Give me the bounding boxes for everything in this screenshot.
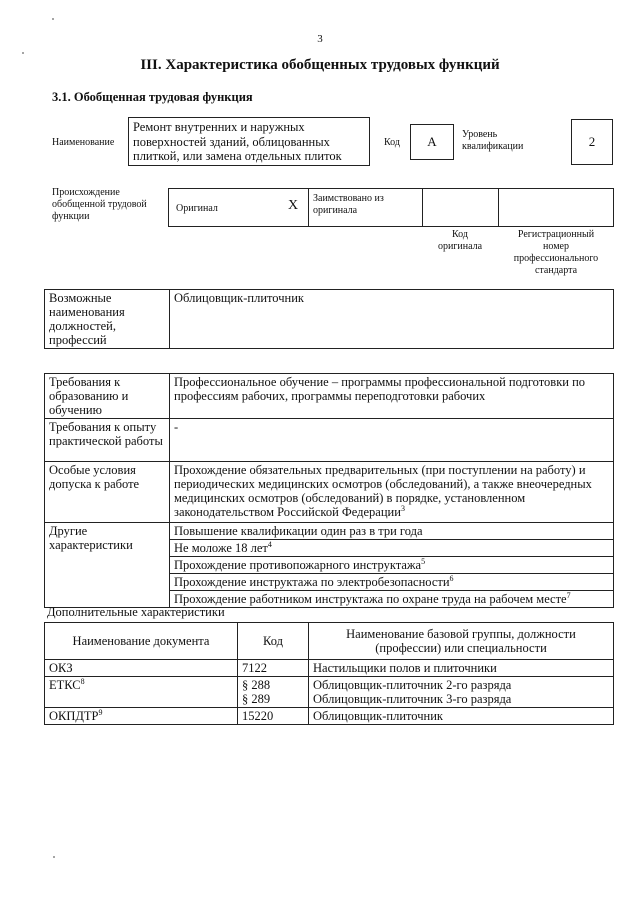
education-value: Профессиональное обучение – программы профессиональной подготовки по профессиям рабочих, программы переподготовки рабочих (170, 374, 614, 419)
header-doc: Наименование документа (45, 623, 238, 660)
function-name-box (128, 117, 370, 166)
row-doc: ЕТКС$^8$ (45, 677, 238, 708)
scan-speck (22, 52, 24, 54)
level-label: Уровень квалификации (462, 129, 524, 152)
positions-label: Возможные наименования должностей, профессий (45, 290, 170, 349)
education-label: Требования к образованию и обучению (45, 374, 170, 419)
table-row (45, 708, 614, 725)
row-name: Облицовщик-плиточник 2-го разряда Облицовщик-плиточник 3-го разряда (309, 677, 614, 708)
additional-title: Дополнительные характеристики (47, 605, 225, 619)
original-mark: X (288, 198, 299, 213)
other-item: Прохождение противопожарного инструктажа$^5$ (170, 557, 614, 574)
origin-divider (498, 188, 499, 227)
other-item: Прохождение работником инструктажа по охране труда на рабочем месте$^7$ (170, 591, 614, 608)
other-item: Не моложе 18 лет$^4$ (170, 540, 614, 557)
row-code: § 288 § 289 (238, 677, 309, 708)
conditions-label: Особые условия допуска к работе (45, 462, 170, 523)
subsection-title: 3.1. Обобщенная трудовая функция (52, 90, 253, 104)
conditions-value: Прохождение обязательных предварительных (при поступлении на работу) и периодических медицинских осмотров (обследований), а также внеочередных медицинских осмотров (обследований) в порядке, установленном законодательством Российской Федерации$^3$ (170, 462, 614, 523)
additional-table (44, 622, 614, 725)
requirements-table (44, 373, 614, 608)
other-item: Прохождение инструктажа по электробезопасности$^6$ (170, 574, 614, 591)
row-code: 15220 (238, 708, 309, 725)
other-label: Другие характеристики (45, 523, 170, 608)
function-name-line: Ремонт внутренних и наружных (133, 120, 305, 134)
origin-divider (308, 188, 309, 227)
row-name: Облицовщик-плиточник (309, 708, 614, 725)
borrowed-label: Заимствовано из оригинала (313, 193, 384, 216)
scan-speck (52, 18, 54, 20)
reg-number-label: Регистрационный номер профессионального стандарта (513, 229, 599, 276)
page-number: 3 (317, 33, 323, 45)
row-code: 7122 (238, 660, 309, 677)
experience-value: - (170, 419, 614, 462)
other-item: Повышение квалификации один раз в три года (170, 523, 614, 540)
function-name-line: поверхностей зданий, облицованных (133, 134, 330, 149)
origin-table (168, 188, 614, 227)
row-name: Настильщики полов и плиточники (309, 660, 614, 677)
row-doc: ОКПДТР$^9$ (45, 708, 238, 725)
code-value: А (410, 124, 454, 160)
scan-speck (53, 856, 55, 858)
origin-divider (422, 188, 423, 227)
table-row (45, 660, 614, 677)
header-name: Наименование базовой группы, должности (профессии) или специальности (309, 623, 614, 660)
experience-label: Требования к опыту практической работы (45, 419, 170, 462)
origin-label: Происхождение обобщенной трудовой функции (52, 187, 147, 222)
code-label: Код (384, 137, 400, 148)
table-row (45, 677, 614, 708)
positions-table (44, 289, 614, 349)
original-label: Оригинал (176, 203, 218, 214)
function-name-line: плиткой, или замена отдельных плиток (133, 149, 342, 163)
level-value: 2 (571, 119, 613, 165)
code-original-label: Код оригинала (437, 229, 483, 252)
positions-value: Облицовщик-плиточник (170, 290, 614, 349)
name-label: Наименование (52, 137, 115, 148)
row-doc: ОКЗ (45, 660, 238, 677)
header-code: Код (238, 623, 309, 660)
section-title: III. Характеристика обобщенных трудовых функций (140, 57, 500, 73)
